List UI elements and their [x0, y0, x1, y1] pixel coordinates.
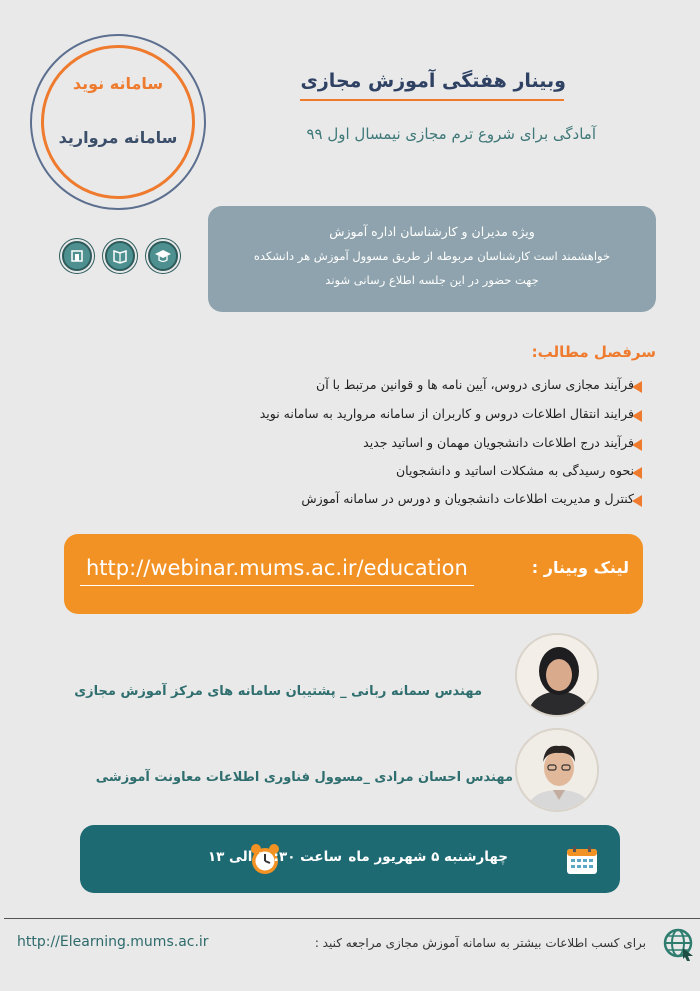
badge-line-navid: سامانه نوید	[72, 74, 164, 93]
notice-line-3: جهت حضور در این جلسه اطلاع رسانی شوند	[325, 273, 539, 287]
footer-elearning-link[interactable]: http://Elearning.mums.ac.ir	[17, 934, 209, 950]
topic-item: نحوه رسیدگی به مشکلات اساتید و دانشجویان	[395, 463, 634, 478]
audience-notice	[208, 206, 656, 312]
speaker-1-avatar	[515, 633, 599, 717]
notice-line-2: خواهشمند است کارشناسان مربوطه از طریق مسوول آموزش هر دانشکده	[253, 249, 611, 263]
topic-item: کنترل و مدیریت اطلاعات دانشجویان و دورس در سامانه آموزش	[301, 491, 634, 506]
badge-inner-ring	[41, 45, 195, 199]
webinar-link-box	[64, 534, 643, 614]
globe-icon	[663, 928, 695, 966]
topic-item: فرایند انتقال اطلاعات دروس و کاربران از سامانه مروارید به سامانه نوید	[259, 406, 634, 421]
webinar-date: چهارشنبه ۵ شهریور ماه	[348, 849, 508, 865]
badge-line-morvarid: سامانه مروارید	[58, 128, 178, 147]
page-title: وبینار هفتگی آموزش مجازی	[300, 70, 566, 92]
page-subtitle: آمادگی برای شروع ترم مجازی نیمسال اول ۹۹	[306, 125, 596, 143]
webinar-link-label: لینک وبینار :	[531, 558, 629, 577]
university-logo-icon	[62, 241, 92, 271]
webinar-time: ساعت ۱۱:۳۰ الی ۱۳	[207, 849, 342, 865]
footer-divider	[4, 918, 700, 919]
speaker-2-avatar	[515, 728, 599, 812]
schedule-box	[80, 825, 620, 893]
speaker-2-name: مهندس احسان مرادی _مسوول فناوری اطلاعات معاونت آموزشی	[95, 770, 513, 785]
graduation-cap-icon	[148, 241, 178, 271]
speaker-1-name: مهندس سمانه ربانی _ پشتیبان سامانه های مرکز آموزش مجازی	[74, 684, 482, 699]
topic-item: فرآیند مجازی سازی دروس، آیین نامه ها و قوانین مرتبط با آن	[316, 377, 634, 392]
topics-heading: سرفصل مطالب:	[531, 343, 656, 361]
link-underline	[80, 585, 474, 586]
notice-line-1: ویژه مدیران و کارشناسان اداره آموزش	[329, 224, 535, 239]
webinar-link-url[interactable]: http://webinar.mums.ac.ir/education	[86, 556, 468, 580]
book-logo-icon	[105, 241, 135, 271]
topic-item: فرآیند درج اطلاعات دانشجویان مهمان و اساتید جدید	[363, 435, 634, 450]
system-badge	[30, 34, 206, 210]
title-underline	[300, 99, 564, 101]
calendar-icon	[566, 845, 598, 879]
footer-info-text: برای کسب اطلاعات بیشتر به سامانه آموزش مجازی مراجعه کنید :	[314, 936, 646, 950]
